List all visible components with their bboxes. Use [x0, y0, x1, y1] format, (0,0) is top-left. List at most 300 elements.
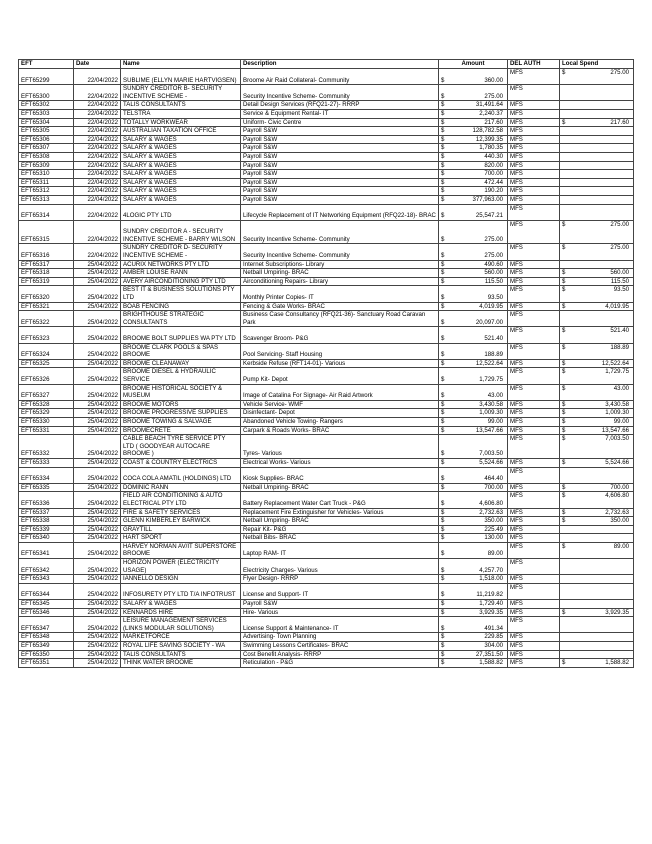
- cell-del-auth: [508, 583, 560, 599]
- amount-value: 4,606.80: [479, 499, 503, 507]
- currency-symbol: $: [562, 608, 566, 616]
- cell-del-auth: [508, 517, 560, 526]
- table-row: [19, 343, 634, 359]
- cell-del-auth: [508, 542, 560, 558]
- cell-date: 22/04/2022: [74, 204, 121, 220]
- del-auth-value: MFS: [510, 600, 523, 608]
- currency-symbol: $: [441, 508, 445, 516]
- cell-eft: EFT65337: [19, 508, 74, 517]
- cell-date: 22/04/2022: [74, 220, 121, 244]
- cell-del-auth: [508, 118, 560, 127]
- cell-description: Swimming Lessons Certificates- BRAC: [241, 642, 439, 651]
- cell-eft: EFT65305: [19, 127, 74, 136]
- cell-name: SALARY & WAGES: [121, 187, 241, 196]
- cell-date: 22/04/2022: [74, 161, 121, 170]
- amount-value: 560.00: [484, 269, 503, 277]
- table-row: [19, 435, 634, 459]
- cell-eft: EFT65320: [19, 286, 74, 302]
- table-row: [19, 458, 634, 467]
- cell-description: Detail Design Services (RFQ21-27)- RRRP: [241, 101, 439, 110]
- currency-symbol: $: [441, 118, 445, 126]
- cell-description: Security Incentive Scheme- Community: [241, 85, 439, 101]
- currency-symbol: $: [441, 550, 445, 558]
- cell-del-auth: [508, 359, 560, 368]
- cell-amount: [439, 109, 508, 118]
- cell-amount: [439, 508, 508, 517]
- cell-del-auth: [508, 400, 560, 409]
- cell-description: Advertising- Town Planning: [241, 633, 439, 642]
- cell-date: 25/04/2022: [74, 650, 121, 659]
- cell-amount: [439, 144, 508, 153]
- cell-eft: EFT65346: [19, 608, 74, 617]
- amount-value: 12,399.35: [475, 135, 503, 143]
- cell-description: Lifecycle Replacement of IT Networking Equipment (RFQ22-18)- BRAC: [241, 204, 439, 220]
- cell-date: 25/04/2022: [74, 483, 121, 492]
- cell-del-auth: [508, 85, 560, 101]
- cell-description: Scavenger Broom- P&G: [241, 327, 439, 343]
- cell-local-spend: [560, 161, 634, 170]
- cell-date: 25/04/2022: [74, 286, 121, 302]
- cell-eft: EFT65351: [19, 659, 74, 668]
- cell-local-spend: [560, 492, 634, 508]
- table-row: [19, 534, 634, 543]
- cell-amount: [439, 617, 508, 633]
- cell-local-spend: [560, 534, 634, 543]
- cell-local-spend: [560, 101, 634, 110]
- cell-amount: [439, 260, 508, 269]
- cell-eft: EFT65326: [19, 368, 74, 384]
- currency-symbol: $: [562, 417, 566, 425]
- cell-name: BOAB FENCING: [121, 302, 241, 311]
- currency-symbol: $: [562, 368, 566, 376]
- del-auth-value: MFS: [510, 458, 523, 466]
- table-row: [19, 633, 634, 642]
- cell-amount: [439, 195, 508, 204]
- local-spend-value: 217.60: [610, 118, 629, 126]
- currency-symbol: $: [562, 327, 566, 335]
- currency-symbol: $: [562, 435, 566, 443]
- currency-symbol: $: [441, 127, 445, 135]
- cell-name: AMBER LOUISE RANN: [121, 269, 241, 278]
- currency-symbol: $: [441, 417, 445, 425]
- cell-name: INFOSURETY PTY LTD T/A INFOTRUST: [121, 583, 241, 599]
- cell-local-spend: [560, 286, 634, 302]
- currency-symbol: $: [441, 450, 445, 458]
- table-row: [19, 600, 634, 609]
- cell-name: TALIS CONSULTANTS: [121, 101, 241, 110]
- del-auth-value: MFS: [510, 650, 523, 658]
- cell-amount: [439, 311, 508, 327]
- table-row: [19, 659, 634, 668]
- cell-name: SALARY & WAGES: [121, 144, 241, 153]
- cell-del-auth: [508, 467, 560, 483]
- cell-date: 22/04/2022: [74, 69, 121, 85]
- cell-del-auth: [508, 508, 560, 517]
- del-auth-value: MFS: [510, 368, 523, 376]
- table-row: [19, 220, 634, 244]
- cell-local-spend: [560, 608, 634, 617]
- cell-eft: EFT65319: [19, 277, 74, 286]
- local-spend-value: 1,588.82: [605, 659, 629, 667]
- cell-name: HARVEY NORMAN AV/IT SUPERSTORE BROOME: [121, 542, 241, 558]
- currency-symbol: $: [441, 517, 445, 525]
- amount-value: 93.50: [487, 294, 503, 302]
- cell-del-auth: [508, 302, 560, 311]
- del-auth-value: MFS: [510, 542, 523, 550]
- cell-name: BROOME CLEANAWAY: [121, 359, 241, 368]
- cell-name: LEISURE MANAGEMENT SERVICES (LINKS MODULAR SOLUTIONS): [121, 617, 241, 633]
- local-spend-value: 43.00: [613, 384, 629, 392]
- table-row: [19, 409, 634, 418]
- amount-value: 25,547.21: [475, 212, 503, 220]
- cell-name: CABLE BEACH TYRE SERVICE PTY LTD ( GOODYEAR AUTOCARE BROOME ): [121, 435, 241, 459]
- cell-name: SALARY & WAGES: [121, 178, 241, 187]
- cell-eft: EFT65299: [19, 69, 74, 85]
- cell-date: 25/04/2022: [74, 400, 121, 409]
- cell-amount: [439, 659, 508, 668]
- header-date: Date: [74, 60, 121, 69]
- cell-eft: EFT65311: [19, 178, 74, 187]
- cell-eft: EFT65316: [19, 244, 74, 260]
- table-row: [19, 170, 634, 179]
- cell-eft: EFT65312: [19, 187, 74, 196]
- cell-description: Disinfectant- Depot: [241, 409, 439, 418]
- cell-amount: [439, 542, 508, 558]
- currency-symbol: $: [441, 642, 445, 649]
- del-auth-value: MFS: [510, 127, 523, 135]
- cell-del-auth: [508, 525, 560, 534]
- cell-description: Flyer Design- RRRP: [241, 575, 439, 584]
- cell-date: 25/04/2022: [74, 458, 121, 467]
- del-auth-value: MFS: [510, 135, 523, 143]
- cell-local-spend: [560, 409, 634, 418]
- currency-symbol: $: [441, 195, 445, 203]
- cell-eft: EFT65332: [19, 435, 74, 459]
- cell-name: SUNDRY CREDITOR B- SECURITY INCENTIVE SCHEME -: [121, 85, 241, 101]
- table-row: [19, 525, 634, 534]
- cell-amount: [439, 384, 508, 400]
- amount-value: 464.40: [484, 475, 503, 483]
- cell-local-spend: [560, 220, 634, 244]
- cell-date: 25/04/2022: [74, 492, 121, 508]
- currency-symbol: $: [441, 426, 445, 434]
- table-row: [19, 135, 634, 144]
- cell-description: Internet Subscriptions- Library: [241, 260, 439, 269]
- cell-name: BROOME CLARK POOLS & SPAS BROOME: [121, 343, 241, 359]
- cell-eft: EFT65345: [19, 600, 74, 609]
- cell-date: 25/04/2022: [74, 359, 121, 368]
- cell-name: BROOME TOWING & SALVAGE: [121, 417, 241, 426]
- cell-name: FIRE & SAFETY SERVICES: [121, 508, 241, 517]
- del-auth-value: MFS: [510, 517, 523, 525]
- cell-description: Business Case Consultancy (RFQ21-36)- Sanctuary Road Caravan Park: [241, 311, 439, 327]
- del-auth-value: MFS: [510, 260, 523, 268]
- cell-del-auth: [508, 617, 560, 633]
- currency-symbol: $: [562, 343, 566, 351]
- table-row: [19, 195, 634, 204]
- cell-description: Security Incentive Scheme- Community: [241, 244, 439, 260]
- cell-date: 22/04/2022: [74, 101, 121, 110]
- cell-amount: [439, 269, 508, 278]
- amount-value: 99.00: [487, 417, 503, 425]
- cell-description: Broome Air Raid Collateral- Community: [241, 69, 439, 85]
- cell-amount: [439, 435, 508, 459]
- cell-description: Kerbside Refuse (RFT14-01)- Various: [241, 359, 439, 368]
- local-spend-value: 4,019.95: [605, 302, 629, 310]
- del-auth-value: MFS: [510, 277, 523, 285]
- cell-name: SUNDRY CREDITOR A - SECURITY INCENTIVE SCHEME - BARRY WILSON: [121, 220, 241, 244]
- cell-description: Service & Equipment Rental- IT: [241, 109, 439, 118]
- cell-del-auth: [508, 368, 560, 384]
- local-spend-value: 4,606.80: [605, 492, 629, 500]
- cell-amount: [439, 286, 508, 302]
- cell-local-spend: [560, 311, 634, 327]
- cell-eft: EFT65339: [19, 525, 74, 534]
- local-spend-value: 350.00: [610, 517, 629, 525]
- del-auth-value: MFS: [510, 525, 523, 533]
- cell-amount: [439, 127, 508, 136]
- cell-amount: [439, 600, 508, 609]
- cell-name: SALARY & WAGES: [121, 161, 241, 170]
- amount-value: 225.49: [484, 525, 503, 533]
- cell-local-spend: [560, 359, 634, 368]
- amount-value: 490.60: [484, 260, 503, 268]
- cell-eft: EFT65306: [19, 135, 74, 144]
- cell-local-spend: [560, 483, 634, 492]
- cell-name: ACURIX NETWORKS PTY LTD: [121, 260, 241, 269]
- del-auth-value: MFS: [510, 170, 523, 178]
- currency-symbol: $: [562, 542, 566, 550]
- cell-local-spend: [560, 542, 634, 558]
- cell-local-spend: [560, 467, 634, 483]
- currency-symbol: $: [441, 318, 445, 326]
- cell-local-spend: [560, 269, 634, 278]
- cell-local-spend: [560, 244, 634, 260]
- del-auth-value: MFS: [510, 343, 523, 351]
- table-row: [19, 269, 634, 278]
- amount-value: 89.00: [487, 550, 503, 558]
- del-auth-value: MFS: [510, 409, 523, 417]
- del-auth-value: MFS: [510, 178, 523, 186]
- del-auth-value: MFS: [510, 633, 523, 641]
- local-spend-value: 3,430.58: [605, 400, 629, 408]
- table-row: [19, 608, 634, 617]
- currency-symbol: $: [562, 118, 566, 126]
- del-auth-value: MFS: [510, 617, 523, 625]
- cell-del-auth: [508, 343, 560, 359]
- cell-amount: [439, 417, 508, 426]
- table-row: [19, 302, 634, 311]
- cell-description: Airconditioning Repairs- Library: [241, 277, 439, 286]
- header-description: Description: [241, 60, 439, 69]
- local-spend-value: 7,003.50: [605, 435, 629, 443]
- currency-symbol: $: [441, 92, 445, 100]
- cell-date: 25/04/2022: [74, 517, 121, 526]
- cell-date: 22/04/2022: [74, 195, 121, 204]
- del-auth-value: MFS: [510, 187, 523, 195]
- cell-eft: EFT65318: [19, 269, 74, 278]
- cell-amount: [439, 244, 508, 260]
- currency-symbol: $: [441, 633, 445, 641]
- cell-date: 25/04/2022: [74, 583, 121, 599]
- cell-del-auth: [508, 417, 560, 426]
- amount-value: 521.40: [484, 335, 503, 343]
- cell-eft: EFT65342: [19, 559, 74, 575]
- cell-del-auth: [508, 483, 560, 492]
- cell-amount: [439, 633, 508, 642]
- cell-date: 25/04/2022: [74, 277, 121, 286]
- currency-symbol: $: [441, 566, 445, 574]
- cell-del-auth: [508, 575, 560, 584]
- del-auth-value: MFS: [510, 534, 523, 542]
- cell-description: Netball Bibs- BRAC: [241, 534, 439, 543]
- currency-symbol: $: [562, 517, 566, 525]
- cell-del-auth: [508, 152, 560, 161]
- currency-symbol: $: [562, 659, 566, 667]
- currency-symbol: $: [562, 286, 566, 294]
- cell-local-spend: [560, 69, 634, 85]
- cell-del-auth: [508, 458, 560, 467]
- cell-description: Payroll S&W: [241, 195, 439, 204]
- table-row: [19, 417, 634, 426]
- del-auth-value: MFS: [510, 109, 523, 117]
- cell-amount: [439, 277, 508, 286]
- cell-date: 25/04/2022: [74, 542, 121, 558]
- table-row: [19, 260, 634, 269]
- cell-del-auth: [508, 277, 560, 286]
- amount-value: 20,097.00: [475, 318, 503, 326]
- currency-symbol: $: [441, 400, 445, 408]
- cell-eft: EFT65343: [19, 575, 74, 584]
- cell-eft: EFT65310: [19, 170, 74, 179]
- cell-local-spend: [560, 343, 634, 359]
- amount-value: 43.00: [487, 392, 503, 400]
- currency-symbol: $: [441, 650, 445, 658]
- cell-date: 22/04/2022: [74, 109, 121, 118]
- cell-name: SALARY & WAGES: [121, 170, 241, 179]
- local-spend-value: 99.00: [613, 417, 629, 425]
- amount-value: 229.85: [484, 633, 503, 641]
- cell-eft: EFT65309: [19, 161, 74, 170]
- cell-description: Cost Benefit Analysis- RRRP: [241, 650, 439, 659]
- cell-local-spend: [560, 659, 634, 668]
- cell-del-auth: [508, 600, 560, 609]
- amount-value: 3,929.35: [479, 608, 503, 616]
- currency-symbol: $: [562, 269, 566, 277]
- cell-name: GRAYTILL: [121, 525, 241, 534]
- table-row: [19, 650, 634, 659]
- cell-del-auth: [508, 311, 560, 327]
- amount-value: 7,003.50: [479, 450, 503, 458]
- del-auth-value: MFS: [510, 269, 523, 277]
- del-auth-value: MFS: [510, 467, 523, 475]
- cell-eft: EFT65328: [19, 400, 74, 409]
- cell-name: SUBLIME (ELLYN MARIE HARTVIGSEN): [121, 69, 241, 85]
- cell-local-spend: [560, 559, 634, 575]
- del-auth-value: MFS: [510, 642, 523, 649]
- currency-symbol: $: [441, 659, 445, 667]
- cell-name: SALARY & WAGES: [121, 600, 241, 609]
- currency-symbol: $: [441, 170, 445, 178]
- cell-amount: [439, 170, 508, 179]
- cell-date: 22/04/2022: [74, 127, 121, 136]
- cell-name: KENNARDS HIRE: [121, 608, 241, 617]
- table-row: [19, 400, 634, 409]
- cell-del-auth: [508, 69, 560, 85]
- cell-description: Netball Umpiring- BRAC: [241, 483, 439, 492]
- table-row: [19, 542, 634, 558]
- del-auth-value: MFS: [510, 426, 523, 434]
- table-row: [19, 152, 634, 161]
- cell-del-auth: [508, 161, 560, 170]
- currency-symbol: $: [562, 426, 566, 434]
- cell-local-spend: [560, 144, 634, 153]
- cell-amount: [439, 525, 508, 534]
- cell-eft: EFT65329: [19, 409, 74, 418]
- amount-value: 115.50: [484, 277, 503, 285]
- currency-symbol: $: [562, 359, 566, 367]
- cell-amount: [439, 400, 508, 409]
- del-auth-value: MFS: [510, 400, 523, 408]
- local-spend-value: 3,929.35: [605, 608, 629, 616]
- currency-symbol: $: [441, 212, 445, 220]
- currency-symbol: $: [441, 152, 445, 160]
- cell-date: 25/04/2022: [74, 467, 121, 483]
- cell-del-auth: [508, 135, 560, 144]
- cell-description: Security Incentive Scheme- Community: [241, 220, 439, 244]
- table-row: [19, 508, 634, 517]
- currency-symbol: $: [441, 534, 445, 542]
- currency-symbol: $: [562, 302, 566, 310]
- currency-symbol: $: [441, 608, 445, 616]
- table-row: [19, 467, 634, 483]
- cell-description: Payroll S&W: [241, 135, 439, 144]
- cell-name: SALARY & WAGES: [121, 152, 241, 161]
- cell-local-spend: [560, 400, 634, 409]
- cell-local-spend: [560, 178, 634, 187]
- local-spend-value: 521.40: [610, 327, 629, 335]
- table-row: [19, 483, 634, 492]
- cell-local-spend: [560, 152, 634, 161]
- cell-description: Uniform- Civic Centre: [241, 118, 439, 127]
- currency-symbol: $: [441, 101, 445, 109]
- local-spend-value: 2,732.63: [605, 508, 629, 516]
- currency-symbol: $: [441, 187, 445, 195]
- cell-eft: EFT65331: [19, 426, 74, 435]
- cell-del-auth: [508, 260, 560, 269]
- cell-date: 22/04/2022: [74, 178, 121, 187]
- cell-amount: [439, 559, 508, 575]
- cell-del-auth: [508, 109, 560, 118]
- local-spend-value: 275.00: [610, 220, 629, 228]
- cell-eft: EFT65308: [19, 152, 74, 161]
- cell-local-spend: [560, 517, 634, 526]
- amount-value: 27,351.50: [475, 650, 503, 658]
- cell-eft: EFT65335: [19, 483, 74, 492]
- cell-date: 22/04/2022: [74, 144, 121, 153]
- cell-name: BROOME HISTORICAL SOCIETY & MUSEUM: [121, 384, 241, 400]
- cell-del-auth: [508, 101, 560, 110]
- cell-del-auth: [508, 327, 560, 343]
- cell-description: Payroll S&W: [241, 178, 439, 187]
- amount-value: 377,963.00: [472, 195, 503, 203]
- cell-local-spend: [560, 575, 634, 584]
- cell-date: 25/04/2022: [74, 269, 121, 278]
- cell-description: Payroll S&W: [241, 127, 439, 136]
- cell-amount: [439, 327, 508, 343]
- table-row: [19, 368, 634, 384]
- cell-amount: [439, 483, 508, 492]
